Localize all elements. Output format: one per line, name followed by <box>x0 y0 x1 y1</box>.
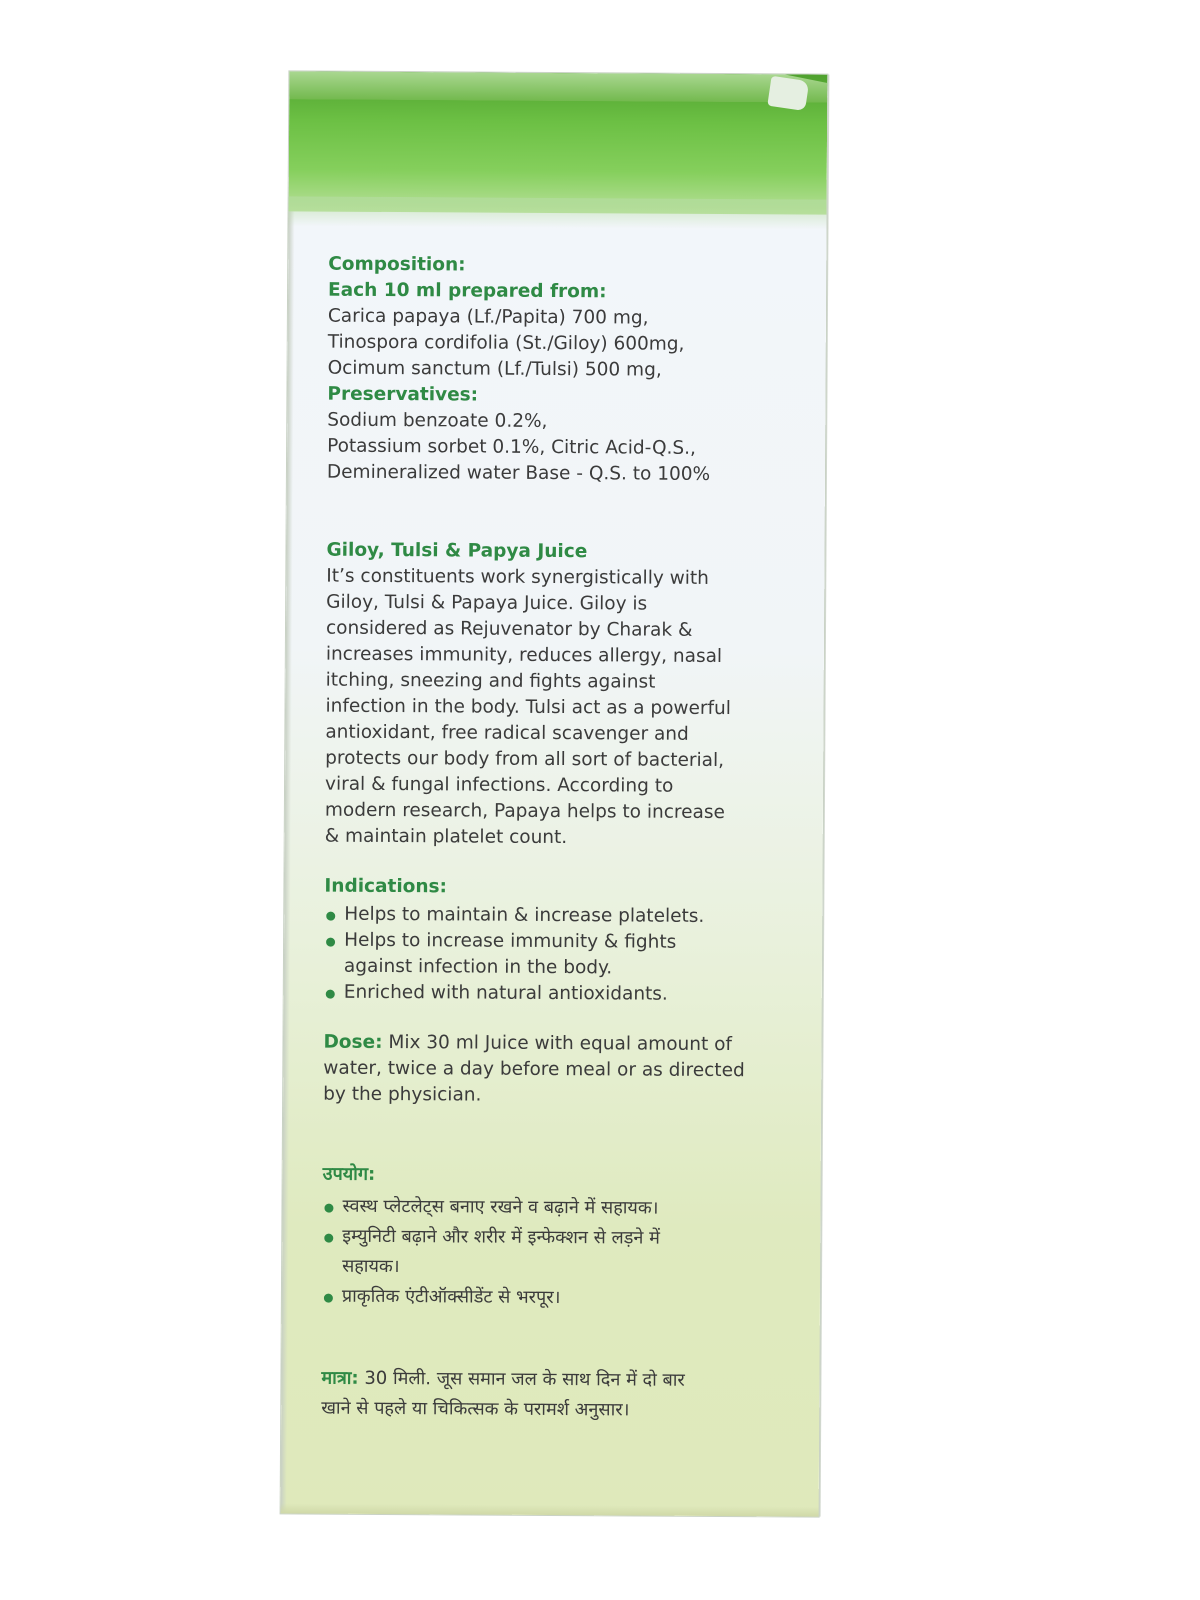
bullet-icon <box>326 938 335 947</box>
list-item <box>322 1222 802 1285</box>
description-line: infection in the body. Tulsi act as a powerful <box>325 695 731 720</box>
description-line: modern research, Papaya helps to increase <box>324 799 725 824</box>
indications-section <box>324 874 805 1009</box>
dose-line-1 <box>323 1030 803 1059</box>
bullet-icon <box>324 1204 333 1213</box>
spacer <box>322 1312 802 1367</box>
box-bottom-edge <box>281 1503 819 1516</box>
preservatives-section <box>327 382 808 489</box>
green-top-band <box>289 71 828 214</box>
preservatives-line: Demineralized water Base - Q.S. to 100% <box>326 461 711 485</box>
spacer <box>323 1108 803 1163</box>
preservatives-heading: Preservatives: <box>327 383 479 406</box>
description-line: viral & fungal infections. According to <box>324 773 674 797</box>
indications-list <box>324 902 805 1009</box>
composition-subheading: Each 10 ml prepared from: <box>328 279 607 303</box>
spacer <box>325 850 805 877</box>
list-item-line: सहायक। <box>342 1255 400 1278</box>
description-line: Giloy, Tulsi & Papaya Juice. Giloy is <box>326 591 648 615</box>
description-line: antioxidant, free radical scavenger and <box>325 721 689 745</box>
band-fade <box>288 196 826 229</box>
description-section <box>325 538 807 853</box>
bullet-icon <box>324 1294 333 1303</box>
spacer <box>327 486 807 541</box>
dose-line: water, twice a day before meal or as directed <box>323 1057 745 1082</box>
box-edge-shadow <box>281 71 296 1513</box>
dose-text: Mix 30 ml Juice with equal amount of <box>382 1031 733 1056</box>
dose-label: Dose: <box>323 1031 383 1053</box>
list-item-line: स्वस्थ प्लेटलेट्स बनाए रखने व बढ़ाने में सहायक। <box>342 1195 659 1219</box>
preservatives-line: Sodium benzoate 0.2%, <box>327 409 548 432</box>
list-item-line: प्राकृतिक एंटीऑक्सीडेंट से भरपूर। <box>341 1285 561 1309</box>
list-item <box>322 1192 802 1225</box>
bullet-icon <box>326 990 335 999</box>
indications-heading: Indications: <box>324 875 448 898</box>
description-heading: Giloy, Tulsi & Papya Juice <box>326 539 588 563</box>
matra-line: खाने से पहले या चिकित्सक के परामर्श अनुसार। <box>321 1397 630 1421</box>
list-item <box>324 980 804 1009</box>
description-line: considered as Rejuvenator by Charak & <box>325 617 693 641</box>
upyog-section <box>322 1160 803 1315</box>
list-item-line: Helps to maintain & increase platelets. <box>344 903 705 927</box>
matra-text: 30 मिली. जूस समान जल के साथ दिन में दो बार <box>358 1367 685 1391</box>
upyog-heading: उपयोग: <box>322 1163 376 1185</box>
description-line: & maintain platelet count. <box>324 825 568 849</box>
description-line: protects our body from all sort of bacterial, <box>325 747 725 772</box>
list-item <box>322 1282 802 1315</box>
product-box-side-panel <box>281 71 828 1516</box>
matra-label: मात्रा: <box>321 1367 359 1389</box>
composition-heading: Composition: <box>328 253 466 276</box>
dose-section <box>323 1030 803 1111</box>
label-text-content <box>321 252 808 1427</box>
composition-section <box>328 252 809 385</box>
box-top-flap <box>289 71 827 102</box>
composition-line: Tinospora cordifolia (St./Giloy) 600mg, <box>327 331 685 355</box>
list-item <box>324 928 804 983</box>
list-item-line: इम्युनिटी बढ़ाने और शरीर में इन्फेक्शन से लड़ने में <box>342 1225 660 1249</box>
composition-line: Carica papaya (Lf./Papita) 700 mg, <box>327 305 649 329</box>
list-item <box>324 902 804 931</box>
composition-line: Ocimum sanctum (Lf./Tulsi) 500 mg, <box>327 357 662 381</box>
list-item-line: Enriched with natural antioxidants. <box>343 981 668 1005</box>
list-item-line: Helps to increase immunity & fights <box>344 929 677 953</box>
dose-line: by the physician. <box>323 1083 482 1106</box>
upyog-list <box>322 1192 803 1315</box>
bullet-icon <box>324 1234 333 1243</box>
description-line: It’s constituents work synergistically with <box>326 565 710 589</box>
list-item-line: against infection in the body. <box>343 955 613 979</box>
matra-line-1 <box>321 1364 801 1397</box>
matra-section <box>321 1364 801 1427</box>
description-line: itching, sneezing and fights against <box>325 669 656 693</box>
bullet-icon <box>326 912 335 921</box>
description-line: increases immunity, reduces allergy, nasal <box>325 643 723 668</box>
torn-corner <box>767 76 809 111</box>
preservatives-line: Potassium sorbet 0.1%, Citric Acid-Q.S., <box>327 435 697 459</box>
spacer <box>324 1006 804 1033</box>
